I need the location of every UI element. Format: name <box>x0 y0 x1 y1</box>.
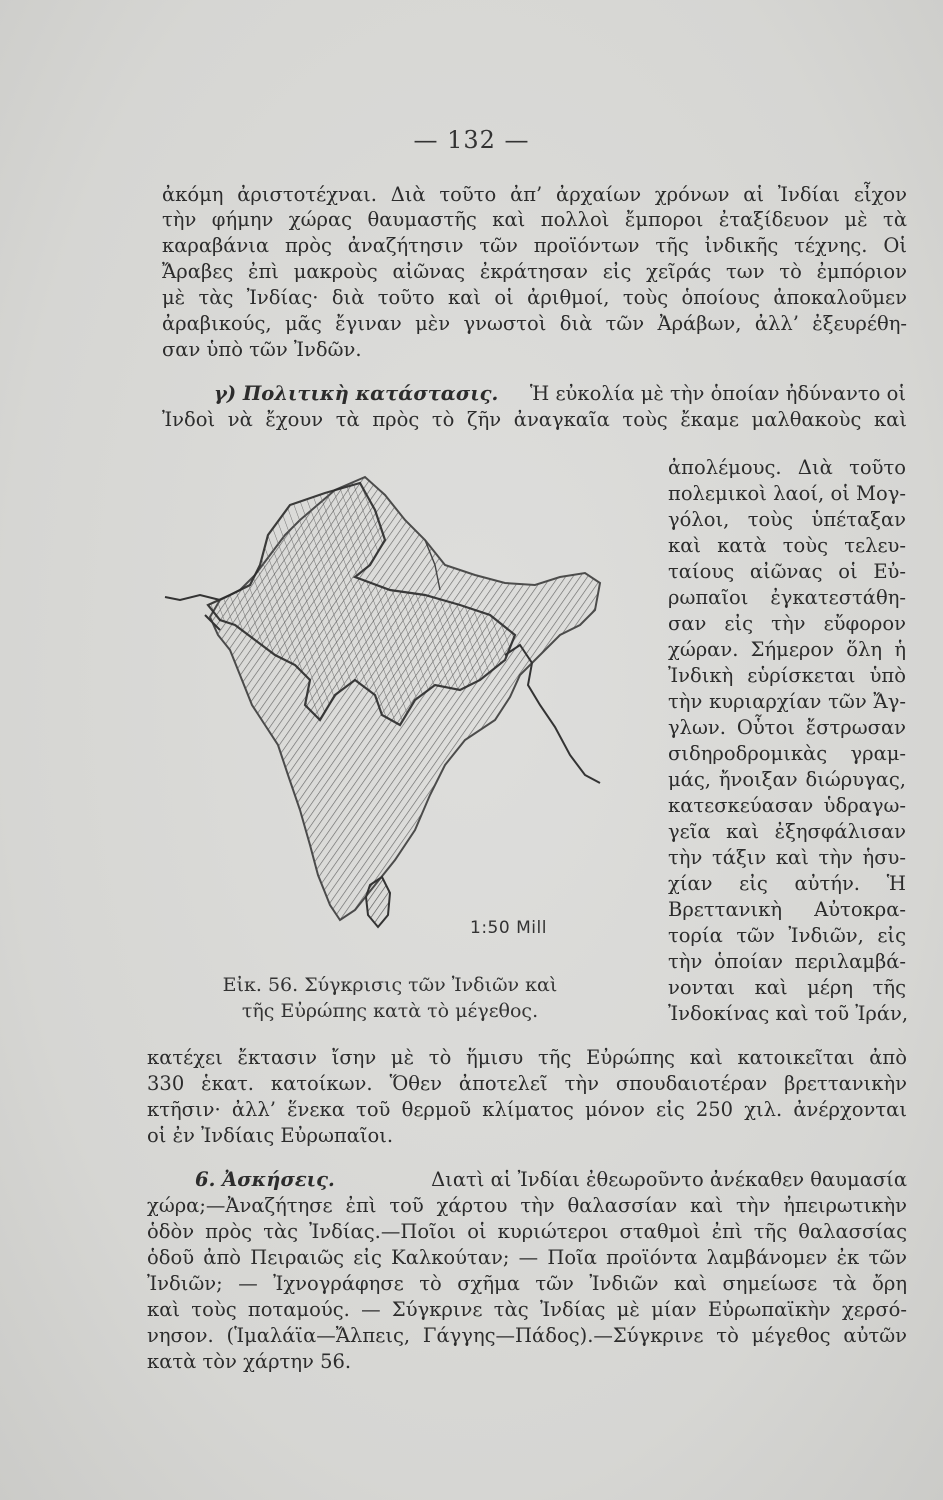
india-europe-comparison-map <box>160 465 630 945</box>
text-line: γόλοι, τοὺς ὑπέταξαν <box>668 508 906 531</box>
text-line: χώραν. Σήμερον ὅλη ἡ <box>668 638 906 661</box>
text-line: γεῖα καὶ ἐξησφάλισαν <box>668 820 906 843</box>
text-line: ἀκόμη ἀριστοτέχναι. Διὰ τοῦτο ἀπ’ ἀρχαίων χρόνων αἱ Ἰνδίαι εἶχον <box>162 183 907 206</box>
text-line: ὁδοῦ ἀπὸ Πειραιῶς εἰς Καλκούταν; — Ποῖα προϊόντα λαμβάνομεν ἐκ τῶν <box>147 1246 907 1269</box>
text-line: τὴν κυριαρχίαν τῶν Ἄγ- <box>668 690 906 713</box>
section-heading-line <box>214 382 906 406</box>
text-line: σαν ὑπὸ τῶν Ἰνδῶν. <box>162 338 362 361</box>
text-line: μὲ τὰς Ἰνδίας· διὰ τοῦτο καὶ οἱ ἀριθμοί, τοὺς ὁποίους ἀποκαλοῦμεν <box>162 286 907 309</box>
text-line: νησον. (Ἱμαλάϊα—Ἄλπεις, Γάγγης—Πάδος).—Σύγκρινε τὸ μέγεθος αὐτῶν <box>147 1324 907 1347</box>
text-line: σαν εἰς τὴν εὔφορον <box>668 612 906 635</box>
text-line: τὴν φήμην χώρας θαυμαστῆς καὶ πολλοὶ ἔμποροι ἐταξίδευον μὲ τὰ <box>162 208 907 231</box>
text-line: Ἰνδοὶ νὰ ἔχουν τὰ πρὸς τὸ ζῆν ἀναγκαῖα τοὺς ἔκαμε μαλθακοὺς καὶ <box>162 408 907 431</box>
text-line: Ἄραβες ἐπὶ μακροὺς αἰῶνας ἐκράτησαν εἰς χεῖράς των τὸ ἐμπόριον <box>162 260 907 283</box>
text-line: πολεμικοὶ λαοί, οἱ Μογ- <box>668 482 906 505</box>
text-line: χώρα;—Ἀναζήτησε ἐπὶ τοῦ χάρτου τὴν θαλασσίαν καὶ τὴν ἠπειρωτικὴν <box>147 1194 907 1217</box>
text-line: ἀραβικούς, μᾶς ἔγιναν μὲν γνωστοὶ διὰ τῶν Ἀράβων, ἀλλ’ ἐξευρέθη- <box>162 312 907 335</box>
figure-caption: τῆς Εὐρώπης κατὰ τὸ μέγεθος. <box>241 1000 539 1022</box>
section-heading: 6. Ἀσκήσεις. <box>195 1168 335 1191</box>
text-line: καραβάνια πρὸς ἀναζήτησιν τῶν προϊόντων τῆς ἰνδικῆς τέχνης. Οἱ <box>162 234 907 257</box>
section-heading: γ) Πολιτικὴ κατάστασις. <box>214 382 499 405</box>
text-line: κατέχει ἔκτασιν ἴσην μὲ τὸ ἥμισυ τῆς Εὐρώπης καὶ κατοικεῖται ἀπὸ <box>147 1046 907 1069</box>
text-line: χίαν εἰς αὐτήν. Ἡ <box>668 872 906 895</box>
text-line: νονται καὶ μέρη τῆς <box>668 976 906 999</box>
figure-caption: Εἰκ. 56. Σύγκρισις τῶν Ἰνδιῶν καὶ <box>222 974 558 996</box>
text-line: Βρεττανικὴ Αὐτοκρα- <box>668 898 906 921</box>
page-number: — 132 — <box>413 126 530 154</box>
exercises-heading-line <box>195 1168 907 1192</box>
text-line: τορία τῶν Ἰνδιῶν, εἰς <box>668 924 906 947</box>
text-line: ἀπολέμους. Διὰ τοῦτο <box>668 456 906 479</box>
map-scale-label: 1:50 Mill <box>470 918 547 938</box>
text-line: ρωπαῖοι ἐγκατεστάθη- <box>668 586 906 609</box>
text-line: Ἰνδιῶν; — Ἰχνογράφησε τὸ σχῆμα τῶν Ἰνδιῶν καὶ σημείωσε τὰ ὄρη <box>147 1272 907 1295</box>
text-line: 330 ἑκατ. κατοίκων. Ὅθεν ἀποτελεῖ τὴν σπουδαιοτέραν βρεττανικὴν <box>147 1072 907 1095</box>
text-line: Ἰνδικὴ εὑρίσκεται ὑπὸ <box>668 664 906 687</box>
text-line: κτῆσιν· ἀλλ’ ἕνεκα τοῦ θερμοῦ κλίματος μόνον εἰς 250 χιλ. ἀνέρχονται <box>147 1098 907 1121</box>
text-line: τὴν ὁποίαν περιλαμβά- <box>668 950 906 973</box>
text-line: καὶ κατὰ τοὺς τελευ- <box>668 534 906 557</box>
text-line: οἱ ἐν Ἰνδίαις Εὐρωπαῖοι. <box>147 1124 394 1147</box>
text-line: μάς, ἤνοιξαν διώρυγας, <box>668 768 906 791</box>
text-line: γλων. Οὗτοι ἔστρωσαν <box>668 716 906 739</box>
text-line: ταίους αἰῶνας οἱ Εὐ- <box>668 560 906 583</box>
text-line: τὴν τάξιν καὶ τὴν ἡσυ- <box>668 846 906 869</box>
text-line: Διατὶ αἱ Ἰνδίαι ἐθεωροῦντο ἀνέκαθεν θαυμασία <box>431 1168 907 1191</box>
text-line: κατὰ τὸν χάρτην 56. <box>147 1350 352 1373</box>
text-line: κατεσκεύασαν ὑδραγω- <box>668 794 906 817</box>
text-line: Ἡ εὐκολία μὲ τὴν ὁποίαν ἠδύναντο οἱ <box>529 382 906 405</box>
text-line: Ἰνδοκίνας καὶ τοῦ Ἰράν, <box>668 1002 909 1025</box>
text-line: ὁδὸν πρὸς τὰς Ἰνδίας.—Ποῖοι οἱ κυριώτεροι σταθμοὶ ἐπὶ τῆς θαλασσίας <box>147 1220 907 1243</box>
text-line: σιδηροδρομικὰς γραμ- <box>668 742 906 765</box>
text-line: καὶ τοὺς ποταμούς. — Σύγκρινε τὰς Ἰνδίας μὲ μίαν Εὐρωπαϊκὴν χερσό- <box>147 1298 907 1321</box>
